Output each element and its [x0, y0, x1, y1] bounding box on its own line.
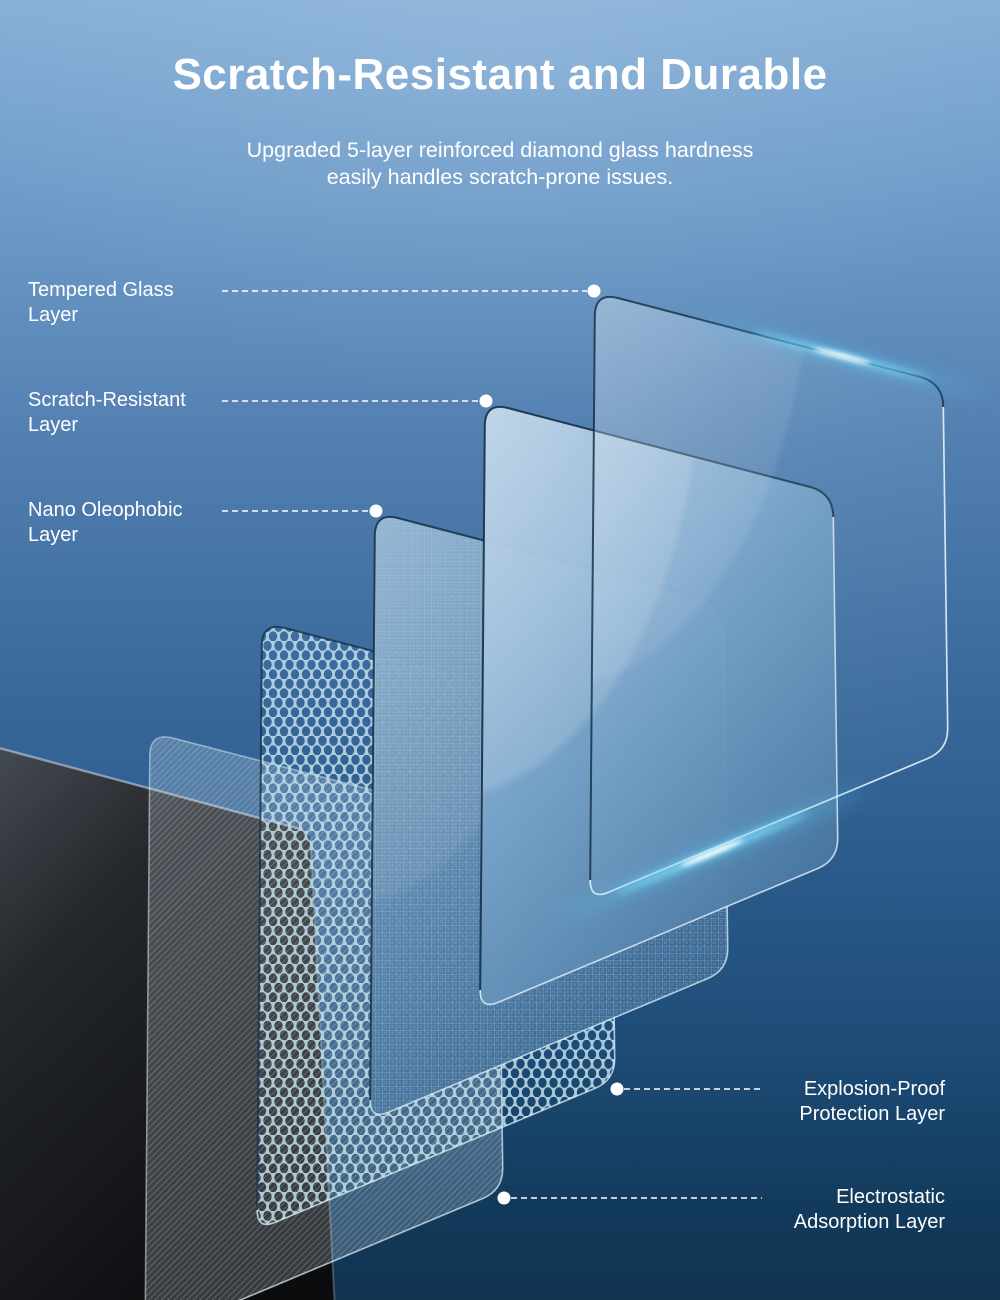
label-line: Explosion-Proof [803, 1078, 945, 1100]
callout-dot-nano [370, 505, 383, 518]
label-line: Protection Layer [799, 1103, 945, 1125]
label-line: Layer [28, 304, 79, 326]
callout-dot-scratch [480, 395, 493, 408]
page-subtitle [0, 137, 1000, 191]
label-scratch-resistant-layer [28, 388, 248, 438]
label-line: Tempered Glass [28, 279, 174, 301]
label-electrostatic-adsorption-layer [645, 1185, 945, 1235]
layer-tempered-glass [590, 297, 948, 895]
label-nano-oleophobic-layer [28, 498, 248, 548]
subtitle-line-2: easily handles scratch-prone issues. [326, 165, 674, 189]
page-title: Scratch-Resistant and Durable [172, 50, 828, 99]
label-line: Adsorption Layer [793, 1211, 945, 1233]
label-explosion-proof-layer [645, 1077, 945, 1127]
label-line: Layer [28, 524, 79, 546]
subtitle-line-1: Upgraded 5-layer reinforced diamond glass hardness [246, 138, 754, 162]
label-line: Layer [28, 414, 79, 436]
callout-dot-electrostatic [498, 1192, 511, 1205]
label-line: Electrostatic [836, 1186, 945, 1208]
label-line: Nano Oleophobic [28, 499, 183, 521]
callout-dot-tempered [588, 285, 601, 298]
callout-dot-explosion [611, 1083, 624, 1096]
label-tempered-glass-layer [28, 278, 248, 328]
label-line: Scratch-Resistant [28, 389, 186, 411]
